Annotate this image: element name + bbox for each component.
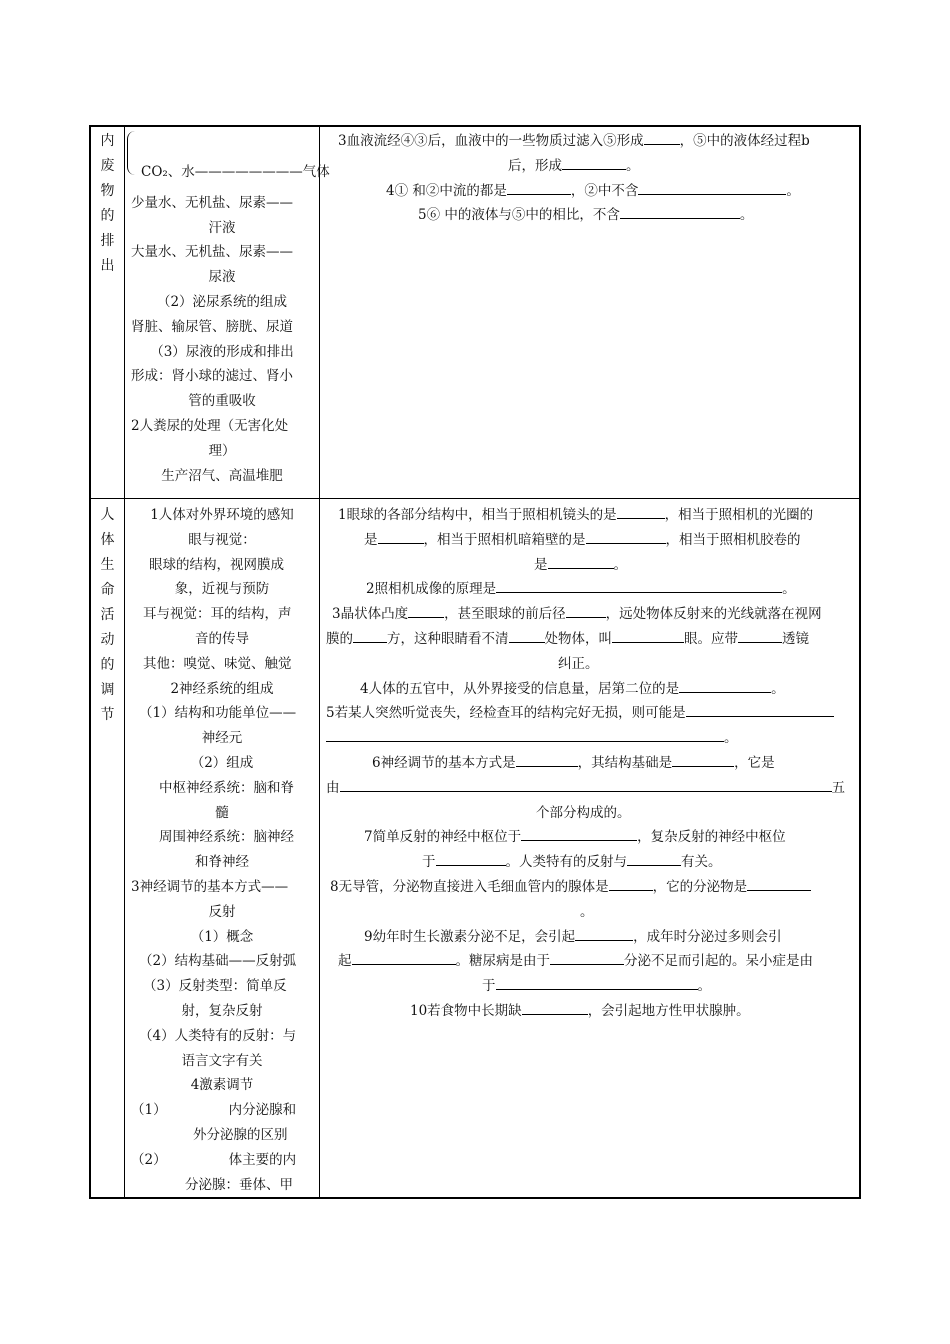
answer-blank[interactable] <box>562 155 626 170</box>
answer-blank[interactable] <box>620 204 740 219</box>
outline-line: （1） 内分泌腺和 <box>131 1102 297 1119</box>
answer-blank[interactable] <box>521 826 637 841</box>
answer-blank[interactable] <box>566 603 606 618</box>
question-1-cont: 是 ，相当于照相机暗箱壁的是 ，相当于照相机胶卷的 <box>326 528 856 553</box>
row2-outline <box>131 503 313 1197</box>
outline-table <box>89 125 861 1199</box>
question-9-cont: 起 。糖尿病是由于 分泌不足而引起的。呆小症是由 <box>326 949 856 974</box>
category-char: 出 <box>100 258 115 274</box>
question-1-end: 是 。 <box>326 553 856 578</box>
question-2: 2照相机成像的原理是 。 <box>326 577 856 602</box>
outline-line: 外分泌腺的区别 <box>193 1126 288 1143</box>
answer-blank[interactable] <box>352 950 456 965</box>
question-5: 5⑥ 中的液体与⑤中的相比，不含 。 <box>326 203 856 228</box>
outline-line: 眼球的结构，视网膜成 <box>149 556 284 573</box>
outline-line: 汗液 <box>208 219 236 236</box>
answer-blank[interactable] <box>326 727 724 742</box>
column-divider-1 <box>124 127 125 1197</box>
outline-line: （2）结构基础——反射弧 <box>139 953 297 970</box>
answer-blank[interactable] <box>496 578 782 593</box>
outline-line: 形成：肾小球的滤过、肾小 <box>131 368 293 385</box>
outline-line: 2神经系统的组成 <box>170 680 274 697</box>
outline-line: 反射 <box>208 903 236 920</box>
answer-blank[interactable] <box>507 180 571 195</box>
outline-line: 中枢神经系统：脑和脊 <box>159 779 294 796</box>
category-char: 人 <box>100 507 115 523</box>
category-char: 活 <box>100 607 115 623</box>
answer-blank[interactable] <box>672 752 734 767</box>
question-5: 5若某人突然听觉丧失，经检查耳的结构完好无损，则可能是 <box>326 701 856 726</box>
question-1: 1眼球的各部分结构中，相当于照相机镜头的是 ，相当于照相机的光圈的 <box>326 503 856 528</box>
answer-blank[interactable] <box>496 975 698 990</box>
outline-line: 肾脏、输尿管、膀胱、尿道 <box>131 318 293 335</box>
outline-line: （1）结构和功能单位—— <box>139 705 297 722</box>
outline-line: 管的重吸收 <box>188 393 256 410</box>
answer-blank[interactable] <box>638 180 786 195</box>
outline-line: 分泌腺：垂体、甲 <box>185 1176 293 1193</box>
answer-blank[interactable] <box>747 876 811 891</box>
answer-blank[interactable] <box>353 628 387 643</box>
question-3-cont: 后，形成 。 <box>326 154 856 179</box>
answer-blank[interactable] <box>340 777 832 792</box>
category-char: 调 <box>100 682 115 698</box>
answer-blank[interactable] <box>686 702 834 717</box>
outline-line: （3）反射类型：简单反 <box>143 978 287 995</box>
question-4: 4人体的五官中，从外界接受的信息量，居第二位的是 。 <box>326 677 856 702</box>
answer-blank[interactable] <box>550 950 624 965</box>
outline-line: 耳与视觉：耳的结构，声 <box>143 606 292 623</box>
answer-blank[interactable] <box>644 130 680 145</box>
outline-line: 尿液 <box>208 269 236 286</box>
question-6: 6神经调节的基本方式是 ，其结构基础是 ，它是 <box>326 751 856 776</box>
category-char: 的 <box>100 208 115 224</box>
outline-line: （2）泌尿系统的组成 <box>156 293 288 310</box>
category-char: 废 <box>100 158 115 174</box>
question-5-cont: 。 <box>326 726 856 751</box>
row1-questions <box>326 129 856 228</box>
outline-line: 和脊神经 <box>195 854 249 871</box>
outline-line: 2人粪尿的处理（无害化处 <box>131 417 289 434</box>
category-char: 内 <box>100 133 115 149</box>
answer-blank[interactable] <box>609 876 653 891</box>
category-char: 命 <box>100 582 115 598</box>
answer-blank[interactable] <box>408 603 444 618</box>
question-7: 7简单反射的神经中枢位于 ，复杂反射的神经中枢位 <box>326 825 856 850</box>
outline-line: （4）人类特有的反射：与 <box>139 1027 297 1044</box>
question-6-end: 个部分构成的。 <box>536 804 631 821</box>
row2-category <box>91 503 124 728</box>
outline-line: 语言文字有关 <box>181 1052 263 1069</box>
question-8: 8无导管，分泌物直接进入毛细血管内的腺体是 ，它的分泌物是 <box>326 875 856 900</box>
answer-blank[interactable] <box>548 554 614 569</box>
outline-line: 音的传导 <box>195 630 249 647</box>
category-char: 排 <box>100 233 115 249</box>
question-3: 3血液流经④③后，血液中的一些物质过滤入⑤形成 ，⑤中的液体经过程b <box>326 129 856 154</box>
answer-blank[interactable] <box>627 851 681 866</box>
outline-line: 射，复杂反射 <box>181 1002 263 1019</box>
answer-blank[interactable] <box>679 678 771 693</box>
answer-blank[interactable] <box>617 504 665 519</box>
question-8-end: 。 <box>580 903 594 920</box>
answer-blank[interactable] <box>612 628 684 643</box>
outline-line: 大量水、无机盐、尿素—— <box>131 244 293 261</box>
category-char: 节 <box>100 707 115 723</box>
outline-line: （2）组成 <box>190 754 254 771</box>
answer-blank[interactable] <box>378 529 424 544</box>
category-char: 生 <box>100 557 115 573</box>
answer-blank[interactable] <box>738 628 782 643</box>
outline-line: 周围神经系统：脑神经 <box>159 829 294 846</box>
category-char: 动 <box>100 632 115 648</box>
outline-line: （3）尿液的形成和排出 <box>150 343 294 360</box>
answer-blank[interactable] <box>436 851 506 866</box>
row2-questions <box>326 503 856 1024</box>
question-9-end: 于 。 <box>326 974 856 999</box>
answer-blank[interactable] <box>522 1000 588 1015</box>
outline-line: 神经元 <box>201 730 243 747</box>
category-char: 体 <box>100 532 115 548</box>
outline-line: （2） 体主要的内 <box>131 1151 297 1168</box>
outline-line: 其他：嗅觉、味觉、触觉 <box>143 655 292 672</box>
row-divider <box>91 498 859 499</box>
outline-line: 象，近视与预防 <box>174 581 270 598</box>
question-4: 4① 和②中流的都是 ，②中不含 。 <box>326 179 856 204</box>
outline-line: （1）概念 <box>190 928 254 945</box>
outline-line: 髓 <box>215 804 229 821</box>
question-10: 10若食物中长期缺 ，会引起地方性甲状腺肿。 <box>326 999 856 1024</box>
outline-line: 4激素调节 <box>190 1077 254 1094</box>
question-9: 9幼年时生长激素分泌不足，会引起 ，成年时分泌过多则会引 <box>326 925 856 950</box>
question-3-end: 纠正。 <box>558 655 599 672</box>
row1-outline <box>131 160 330 488</box>
answer-blank[interactable] <box>575 926 633 941</box>
outline-line: 生产沼气、高温堆肥 <box>161 467 283 484</box>
category-char: 的 <box>100 657 115 673</box>
answer-blank[interactable] <box>586 529 666 544</box>
outline-line: 眼与视觉： <box>188 531 256 548</box>
outline-line: 少量水、无机盐、尿素—— <box>131 194 293 211</box>
outline-line: 理） <box>208 442 236 459</box>
question-3-cont: 膜的 方，这种眼睛看不清 处物体，叫 眼。应带 透镜 <box>326 627 856 652</box>
outline-line: CO₂、水————————气体 <box>141 164 330 180</box>
outline-line: 3神经调节的基本方式—— <box>131 878 289 895</box>
outline-line: 1人体对外界环境的感知 <box>150 507 294 523</box>
answer-blank[interactable] <box>509 628 545 643</box>
question-6-cont: 由 五 <box>326 776 856 801</box>
question-7-cont: 于 。人类特有的反射与 有关。 <box>326 850 856 875</box>
question-3: 3晶状体凸度 ，甚至眼球的前后径 ，远处物体反射来的光线就落在视网 <box>326 602 856 627</box>
row1-category <box>91 129 124 279</box>
column-divider-2 <box>319 127 320 1197</box>
answer-blank[interactable] <box>516 752 578 767</box>
category-char: 物 <box>100 183 115 199</box>
